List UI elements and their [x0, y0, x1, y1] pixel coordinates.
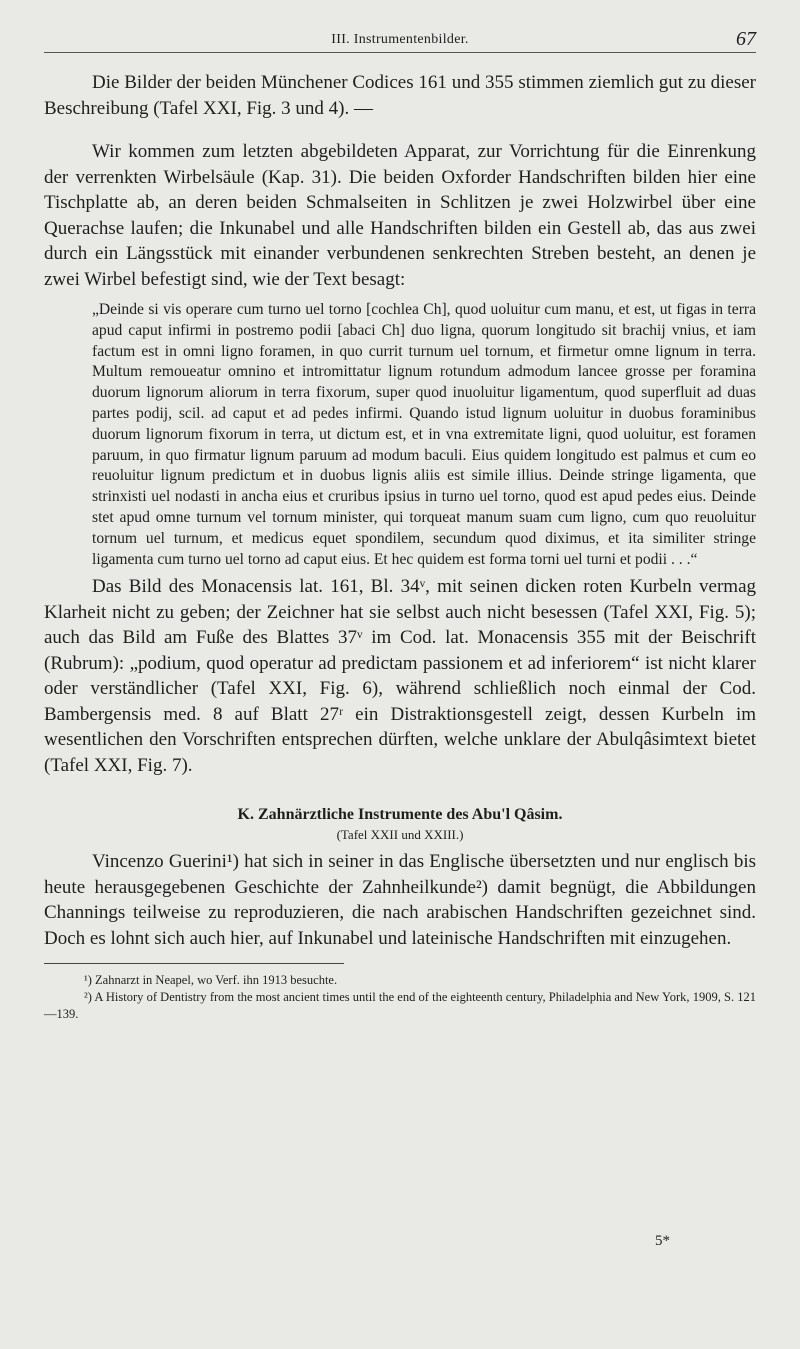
running-header [44, 28, 756, 53]
paragraph-4: Vincenzo Guerini¹) hat sich in seiner in das Englische übersetzten und nur englisch bis heute herausgegebenen Geschichte der Zahnheilkunde²) damit begnügt, die Abbildungen Channings teilweise zu reproduzieren, die nach arabischen Handschriften gezeichnet sind. Doch es lohnt sich auch hier, auf Inkunabel und lateinische Handschriften mit einzugehen. [44, 851, 756, 949]
paragraph-2: Wir kommen zum letzten abgebildeten Apparat, zur Vorrichtung für die Einrenkung der verrenkten Wirbelsäule (Kap. 31). Die beiden Oxforder Handschriften bilden hier eine Tischplatte ab, an deren beiden Schmalseiten in Schlitzen je zwei Holzwirbel über eine Querachse laufen; die Inkunabel und alle Handschriften bilden ein Gestell ab, das aus zwei durch ein Längsstück mit einander verbundenen senkrechten Streben besteht, an denen je zwei Wirbel befestigt sind, wie der Text besagt: [44, 141, 756, 290]
paragraph-1: Die Bilder der beiden Münchener Codices 161 und 355 stimmen ziemlich gut zu dieser Beschreibung (Tafel XXI, Fig. 3 und 4). — [44, 72, 756, 119]
paragraph-3: Das Bild des Monacensis lat. 161, Bl. 34ᵛ, mit seinen dicken roten Kurbeln vermag Klarheit nicht zu geben; der Zeichner hat sie selbst auch nicht besessen (Tafel XXI, Fig. 5); auch das Bild am Fuße des Blattes 37ᵛ im Cod. lat. Monacensis 355 mit der Beischrift (Rubrum): „podium, quod operatur ad predictam passionem et ad inferiorem“ ist nicht klarer oder verständlicher (Tafel XXI, Fig. 6), während schließlich noch einmal der Cod. Bambergensis med. 8 auf Blatt 27ʳ ein Distraktionsgestell zeigt, dessen Kurbeln im wesentlichen den Vorschriften entsprechen dürften, welche unklare der Abulqâsimtext bietet (Tafel XXI, Fig. 7). [44, 576, 756, 776]
header-title: III. Instrumentenbilder. [331, 32, 469, 47]
footnote-2: ²) A History of Dentistry from the most ancient times until the end of the eighteenth century, Philadelphia and New York, 1909, S. 121—139. [44, 990, 756, 1022]
section-heading: K. Zahnärztliche Instrumente des Abu'l Qâsim. [237, 806, 563, 824]
signature-mark: 5* [655, 1233, 670, 1249]
page-number: 67 [736, 28, 756, 50]
footnote-divider [44, 963, 344, 964]
footnote-1: ¹) Zahnarzt in Neapel, wo Verf. ihn 1913 besuchte. [84, 973, 338, 988]
section-subheading: (Tafel XXII und XXIII.) [336, 827, 464, 843]
page-body [44, 70, 756, 1023]
latin-quotation: „Deinde si vis operare cum turno uel torno [cochlea Ch], quod uoluitur cum manu, et est, ut figas in terra apud caput infirmi in postremo podii [abaci Ch] duo ligna, quorum longitudo sit brachij vnius, et iam factum est in omni ligno foramen, in quo currit turnum uel tornum, et firmetur omne lignum in terra. Multum remoueatur omnino et intromittatur lignum rotundum admodum lancee grosse per foramina duorum lignorum aliorum in terra fixorum, super quod inuoluitur ligamentum, quod superfluit ad duas partes podij, scil. ad caput et ad pedes infirmi. Quando istud lignum uoluitur in duobus foraminibus duorum lignorum fixorum in terra, ut dictum est, et in vna extremitate ligni, quod uoluitur, est foramen paruum, in quo firmatur lignum paruum ad modum baculi. Eius quidem longitudo est palmus et cum eo reuoluitur lignum predictum et in duobus lignis aliis est simile illius. Deinde stringe ligamenta, que strinxisti uel nodasti in ancha eius et cruribus ipsius in turno uel torno, quod est apud pedes eius. Deinde stet apud omne turnum vel tornum minister, qui torqueat manum suam cum ligno, cum quo reuoluitur tornum uel turnum, et medicus equet spondilem, secundum quod diximus, et ita similiter stringe ligamenta cum turno uel torno ad caput eius. Et hec quidem est forma torni uel turni et podii . . .“ [92, 301, 756, 568]
